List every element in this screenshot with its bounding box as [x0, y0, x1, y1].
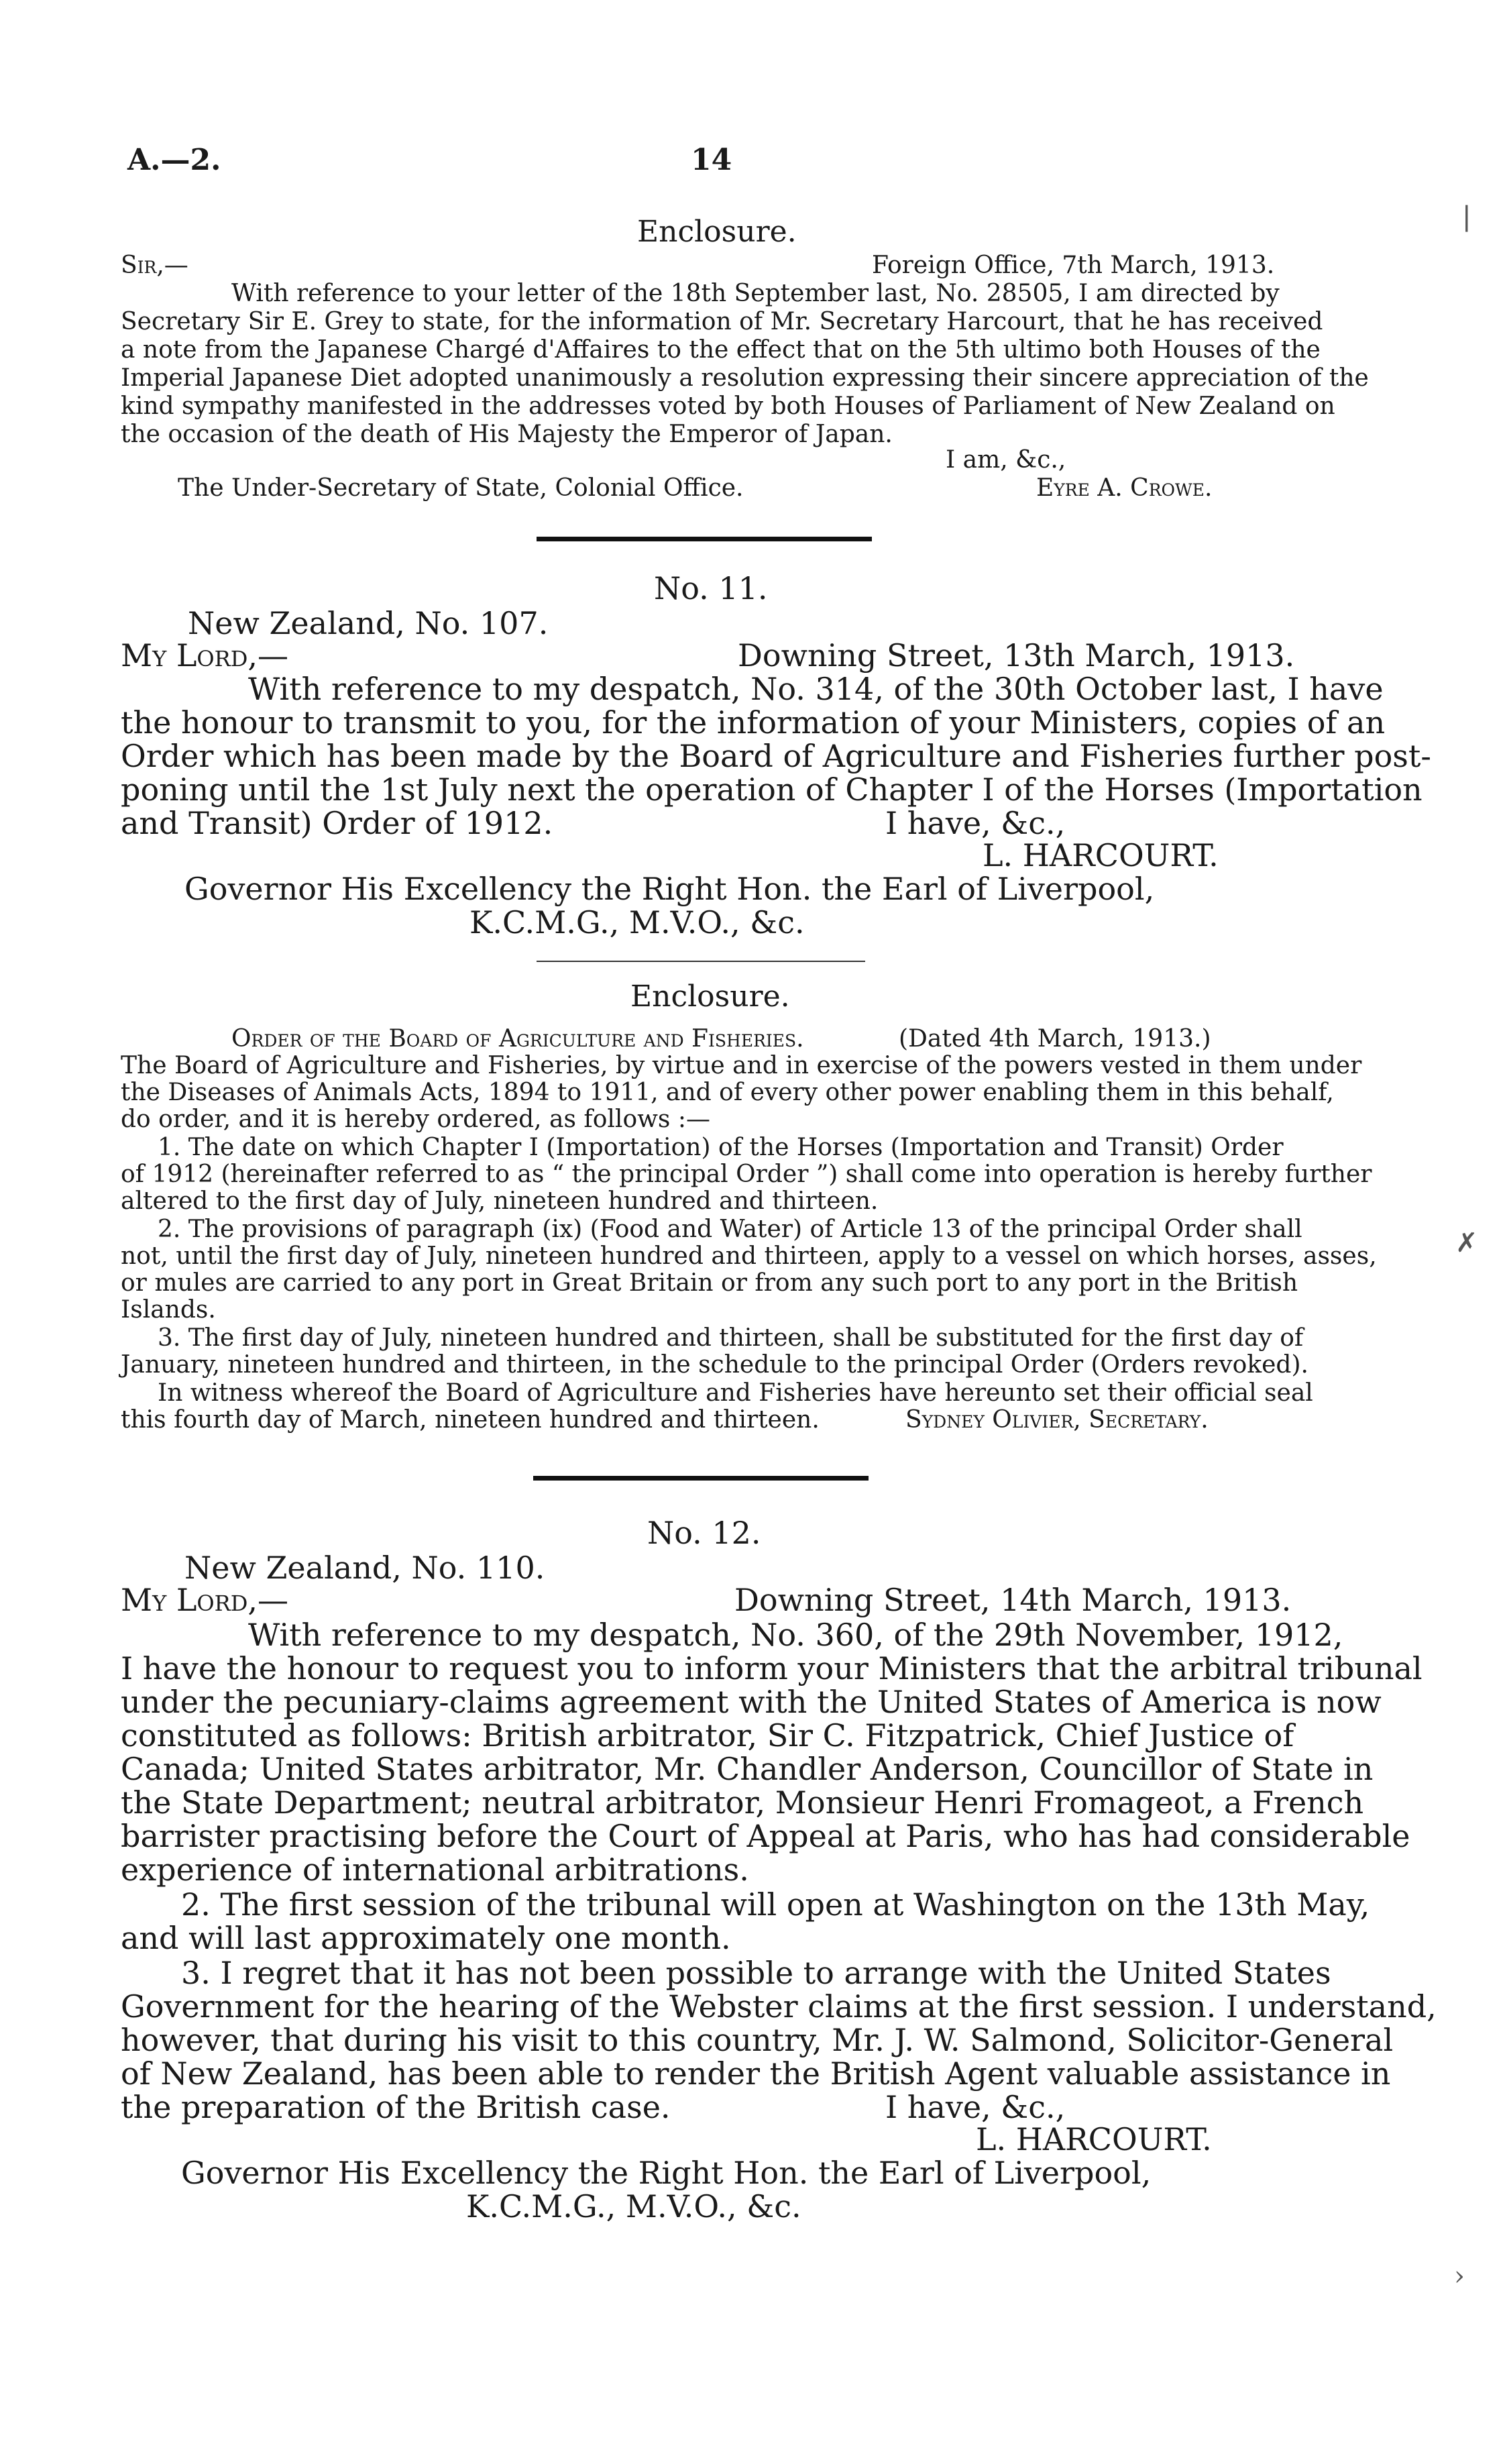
section-divider: [533, 1476, 869, 1481]
no-12-line: under the pecuniary-claims agreement with the United States of America is now: [121, 1684, 1382, 1720]
section-divider: [537, 537, 872, 541]
order-signature: Sydney Olivier, Secretary.: [905, 1406, 1209, 1434]
enclosure-1-line: Imperial Japanese Diet adopted unanimously a resolution expressing their sincere appreciation of the: [121, 364, 1369, 392]
enclosure-2-title: Enclosure.: [630, 979, 790, 1014]
page-number: 14: [691, 143, 732, 177]
order-line: this fourth day of March, nineteen hundred and thirteen.: [121, 1406, 820, 1434]
no-12-line: of New Zealand, has been able to render the British Agent valuable assistance in: [121, 2055, 1391, 2092]
no-12-line: the State Department; neutral arbitrator, Monsieur Henri Fromageot, a French: [121, 1784, 1364, 1821]
section-divider: [537, 961, 865, 962]
enclosure-1-signature: Eyre A. Crowe.: [1036, 474, 1213, 502]
enclosure-1-addressee: The Under-Secretary of State, Colonial Office.: [178, 474, 744, 502]
no-12-closing: I have, &c.,: [885, 2089, 1066, 2125]
no-11-line: With reference to my despatch, No. 314, of the 30th October last, I have: [248, 671, 1384, 707]
order-line: altered to the first day of July, nineteen hundred and thirteen.: [121, 1187, 879, 1215]
no-12-line: however, that during his visit to this country, Mr. J. W. Salmond, Solicitor-General: [121, 2022, 1394, 2058]
no-11-line: the honour to transmit to you, for the information of your Ministers, copies of an: [121, 704, 1386, 741]
enclosure-1-line: a note from the Japanese Chargé d'Affaires to the effect that on the 5th ultimo both Houses of the: [121, 336, 1321, 364]
enclosure-1-line: With reference to your letter of the 18th September last, No. 28505, I am directed by: [231, 280, 1280, 307]
no-12-place-date: Downing Street, 14th March, 1913.: [734, 1582, 1292, 1618]
enclosure-1-salutation: Sir,—: [121, 252, 188, 279]
no-12-line: Government for the hearing of the Webster claims at the first session. I understand,: [121, 1988, 1437, 2025]
order-line: or mules are carried to any port in Great Britain or from any such port to any port in the British: [121, 1269, 1298, 1297]
no-12-line: and will last approximately one month.: [121, 1920, 731, 1956]
order-line: January, nineteen hundred and thirteen, in the schedule to the principal Order (Orders revoked).: [121, 1351, 1308, 1379]
order-line: 2. The provisions of paragraph (ix) (Food and Water) of Article 13 of the principal Order shall: [158, 1216, 1302, 1243]
order-line: 1. The date on which Chapter I (Importation) of the Horses (Importation and Transit) Order: [158, 1134, 1284, 1161]
order-line: the Diseases of Animals Acts, 1894 to 1911, and of every other power enabling them in this behalf,: [121, 1079, 1334, 1106]
no-11-line: and Transit) Order of 1912.: [121, 805, 553, 841]
no-11-salutation: My Lord,—: [121, 637, 289, 674]
order-line: Islands.: [121, 1296, 216, 1324]
no-11-signature: L. HARCOURT.: [983, 837, 1219, 873]
no-12-line: Canada; United States arbitrator, Mr. Chandler Anderson, Councillor of State in: [121, 1751, 1374, 1787]
no-12-line: 3. I regret that it has not been possible to arrange with the United States: [181, 1955, 1331, 1991]
no-12-line: barrister practising before the Court of Appeal at Paris, who has had considerable: [121, 1818, 1410, 1854]
order-date: (Dated 4th March, 1913.): [899, 1025, 1211, 1053]
order-line: The Board of Agriculture and Fisheries, by virtue and in exercise of the powers vested in them under: [121, 1052, 1362, 1079]
enclosure-1-line: the occasion of the death of His Majesty the Emperor of Japan.: [121, 421, 893, 448]
no-12-line: 2. The first session of the tribunal will open at Washington on the 13th May,: [181, 1886, 1370, 1923]
enclosure-1-place-date: Foreign Office, 7th March, 1913.: [872, 252, 1275, 279]
no-12-line: constituted as follows: British arbitrator, Sir C. Fitzpatrick, Chief Justice of: [121, 1717, 1294, 1754]
order-line: not, until the first day of July, nineteen hundred and thirteen, apply to a vessel on which horses, asses,: [121, 1242, 1377, 1270]
no-11-closing: I have, &c.,: [885, 805, 1066, 841]
order-line: of 1912 (hereinafter referred to as “ the principal Order ”) shall come into operation is hereby further: [121, 1161, 1372, 1188]
margin-mark-top: ❘: [1455, 201, 1478, 232]
no-12-line: experience of international arbitrations.: [121, 1852, 749, 1888]
no-11-addressee-line-2: K.C.M.G., M.V.O., &c.: [469, 904, 805, 941]
no-11-place-date: Downing Street, 13th March, 1913.: [738, 637, 1295, 674]
document-reference: A.—2.: [127, 143, 221, 177]
no-11-reference: New Zealand, No. 107.: [188, 605, 549, 641]
no-12-line: the preparation of the British case.: [121, 2089, 671, 2125]
enclosure-1-line: Secretary Sir E. Grey to state, for the information of Mr. Secretary Harcourt, that he has received: [121, 308, 1323, 335]
enclosure-1-line: kind sympathy manifested in the addresses voted by both Houses of Parliament of New Zealand on: [121, 392, 1335, 420]
order-line: In witness whereof the Board of Agriculture and Fisheries have hereunto set their official seal: [158, 1379, 1313, 1407]
no-12-title: No. 12.: [647, 1515, 761, 1551]
no-12-line: I have the honour to request you to inform your Ministers that the arbitral tribunal: [121, 1650, 1423, 1686]
margin-mark-middle: ✗: [1455, 1228, 1478, 1258]
no-12-addressee-line-2: K.C.M.G., M.V.O., &c.: [466, 2188, 801, 2225]
no-11-title: No. 11.: [654, 570, 768, 606]
order-title: Order of the Board of Agriculture and Fisheries.: [231, 1025, 804, 1053]
enclosure-1-title: Enclosure.: [637, 215, 797, 249]
no-12-addressee-line-1: Governor His Excellency the Right Hon. the Earl of Liverpool,: [181, 2155, 1152, 2191]
no-11-line: Order which has been made by the Board of Agriculture and Fisheries further post-: [121, 738, 1431, 774]
no-12-reference: New Zealand, No. 110.: [184, 1550, 545, 1586]
order-line: do order, and it is hereby ordered, as follows :—: [121, 1106, 710, 1133]
no-11-addressee-line-1: Governor His Excellency the Right Hon. the Earl of Liverpool,: [184, 871, 1155, 907]
no-12-salutation: My Lord,—: [121, 1582, 289, 1618]
enclosure-1-closing: I am, &c.,: [946, 446, 1066, 474]
no-12-line: With reference to my despatch, No. 360, of the 29th November, 1912,: [248, 1617, 1343, 1653]
margin-mark-bottom: ›: [1454, 2261, 1465, 2292]
order-line: 3. The first day of July, nineteen hundred and thirteen, shall be substituted for the first day of: [158, 1324, 1304, 1352]
no-12-signature: L. HARCOURT.: [976, 2121, 1212, 2157]
no-11-line: poning until the 1st July next the operation of Chapter I of the Horses (Importation: [121, 771, 1423, 808]
